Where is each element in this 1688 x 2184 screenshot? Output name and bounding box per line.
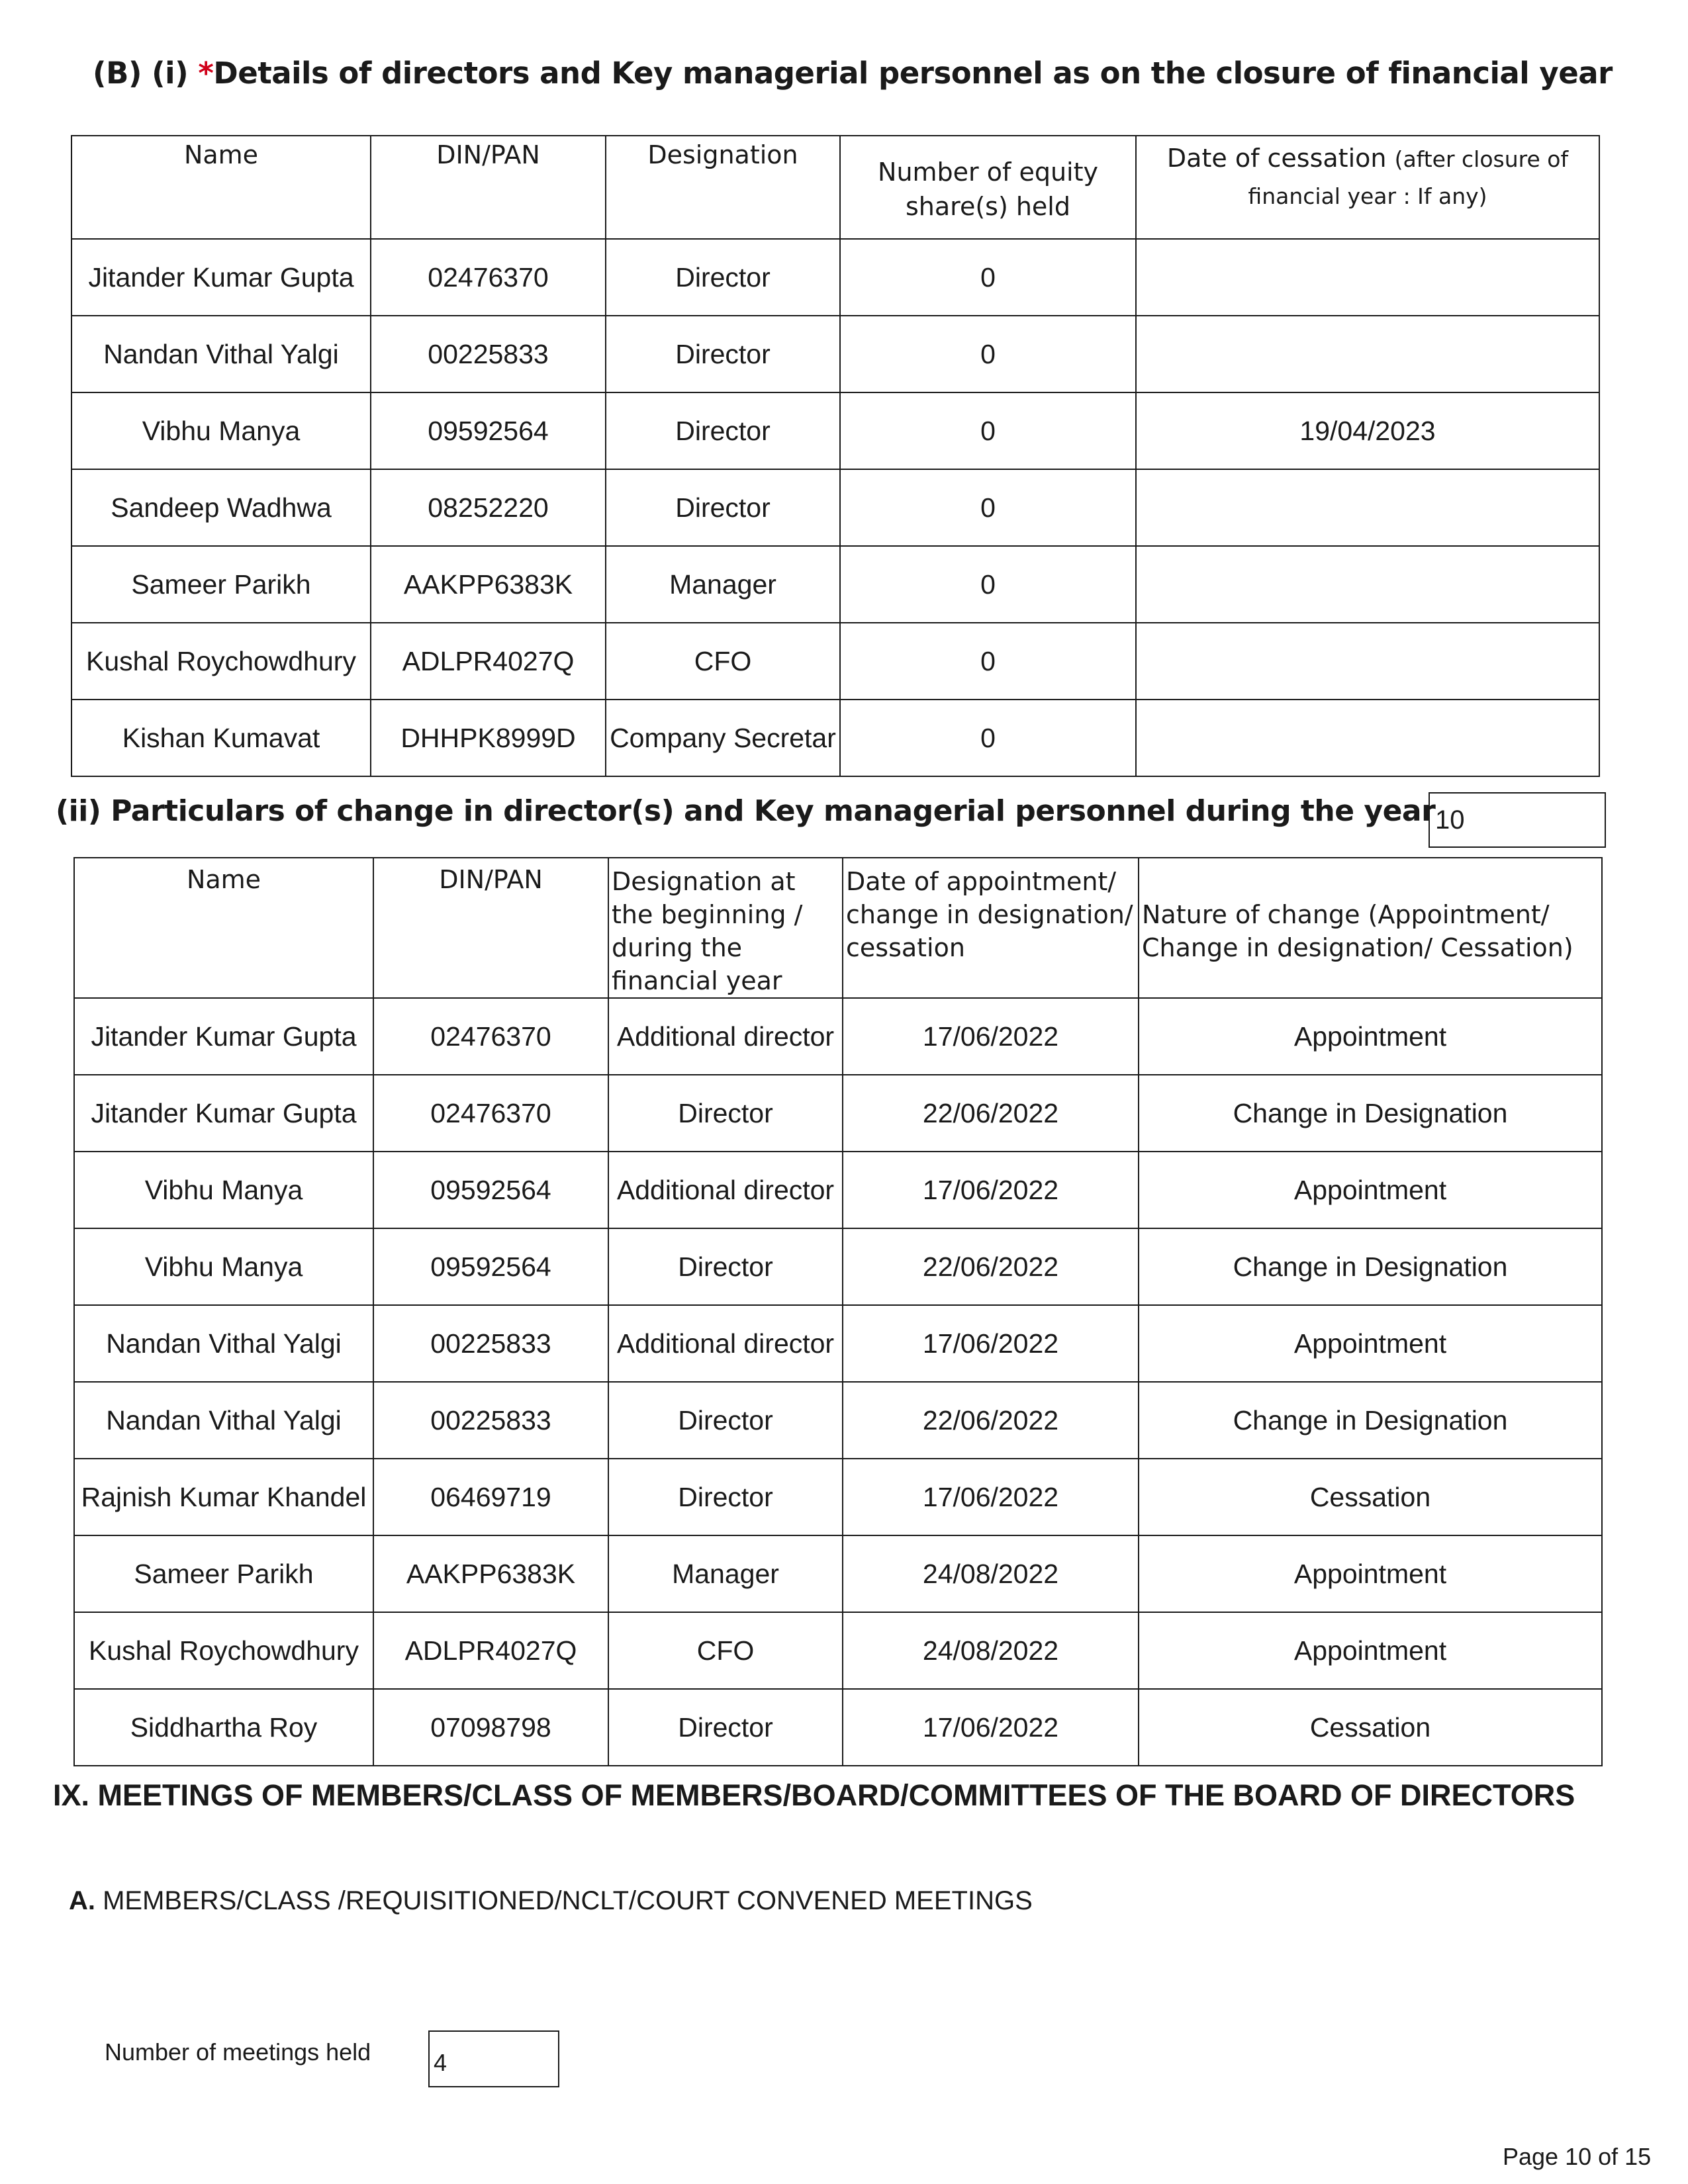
col-date-header: Date of appointment/ change in designation/ cessation	[843, 858, 1139, 998]
cell-equity-shares: 0	[840, 316, 1136, 392]
cell-name: Kishan Kumavat	[71, 700, 371, 776]
meetings-held-label: Number of meetings held	[105, 2038, 371, 2066]
table-row	[71, 392, 1599, 469]
cell-nature-of-change: Cessation	[1139, 1459, 1602, 1535]
cell-name: Sameer Parikh	[74, 1535, 373, 1612]
cell-din-pan: ADLPR4027Q	[373, 1612, 608, 1689]
cell-date-of-cessation	[1136, 546, 1599, 623]
col-designation-header: Designation	[606, 136, 840, 239]
section-ii-heading: (ii) Particulars of change in director(s) and Key managerial personnel during the year	[56, 794, 1436, 828]
cell-date-of-cessation	[1136, 469, 1599, 546]
table-row	[71, 469, 1599, 546]
cell-date: 17/06/2022	[843, 1689, 1139, 1766]
cell-nature-of-change: Appointment	[1139, 1612, 1602, 1689]
cell-equity-shares: 0	[840, 469, 1136, 546]
cell-equity-shares: 0	[840, 392, 1136, 469]
cell-designation: CFO	[608, 1612, 843, 1689]
cell-name: Sameer Parikh	[71, 546, 371, 623]
cell-designation: Director	[608, 1228, 843, 1305]
cell-name: Vibhu Manya	[71, 392, 371, 469]
cell-name: Nandan Vithal Yalgi	[71, 316, 371, 392]
cell-din-pan: 09592564	[373, 1152, 608, 1228]
cell-name: Sandeep Wadhwa	[71, 469, 371, 546]
cell-designation: Additional director	[608, 1152, 843, 1228]
changes-table-header	[74, 858, 1602, 998]
cell-nature-of-change: Change in Designation	[1139, 1228, 1602, 1305]
col-designation-header: Designation at the beginning / during the financial year	[608, 858, 843, 998]
table-row	[74, 1535, 1602, 1612]
cell-designation: Director	[608, 1382, 843, 1459]
table-row	[74, 1689, 1602, 1766]
cell-date: 17/06/2022	[843, 998, 1139, 1075]
cell-designation: Director	[606, 469, 840, 546]
table-row	[71, 239, 1599, 316]
cell-designation: Director	[606, 392, 840, 469]
cell-din-pan: AAKPP6383K	[371, 546, 606, 623]
change-count-field[interactable]: 10	[1429, 792, 1606, 848]
meetings-held-field[interactable]: 4	[428, 2030, 559, 2087]
cell-din-pan: 00225833	[373, 1305, 608, 1382]
col-din-pan-header: DIN/PAN	[371, 136, 606, 239]
cell-din-pan: 08252220	[371, 469, 606, 546]
cell-name: Siddhartha Roy	[74, 1689, 373, 1766]
cell-date: 17/06/2022	[843, 1305, 1139, 1382]
cell-din-pan: 09592564	[371, 392, 606, 469]
cell-date-of-cessation: 19/04/2023	[1136, 392, 1599, 469]
table-row	[74, 1152, 1602, 1228]
changes-table	[73, 857, 1603, 1766]
cell-designation: Company Secretar	[606, 700, 840, 776]
cell-nature-of-change: Change in Designation	[1139, 1382, 1602, 1459]
cell-name: Jitander Kumar Gupta	[71, 239, 371, 316]
cell-date-of-cessation	[1136, 623, 1599, 700]
cell-name: Vibhu Manya	[74, 1228, 373, 1305]
table-row	[74, 1075, 1602, 1152]
cessation-header-main: Date of cessation	[1166, 144, 1387, 173]
section-ix-a-title	[69, 1886, 1033, 1916]
cell-name: Kushal Roychowdhury	[74, 1612, 373, 1689]
cell-din-pan: 09592564	[373, 1228, 608, 1305]
col-din-pan-header: DIN/PAN	[373, 858, 608, 998]
cell-nature-of-change: Appointment	[1139, 998, 1602, 1075]
table-row	[71, 700, 1599, 776]
cell-name: Kushal Roychowdhury	[71, 623, 371, 700]
section-ix-a-text: MEMBERS/CLASS /REQUISITIONED/NCLT/COURT CONVENED MEETINGS	[95, 1886, 1033, 1915]
cell-nature-of-change: Appointment	[1139, 1305, 1602, 1382]
col-nature-header: Nature of change (Appointment/ Change in designation/ Cessation)	[1139, 858, 1602, 998]
cell-designation: Director	[608, 1689, 843, 1766]
col-equity-header: Number of equity share(s) held	[840, 136, 1136, 239]
cessation-header-note: (after closure of financial year : If any)	[1248, 146, 1569, 209]
table-row	[71, 623, 1599, 700]
cell-name: Jitander Kumar Gupta	[74, 1075, 373, 1152]
cell-date: 22/06/2022	[843, 1075, 1139, 1152]
cell-date-of-cessation	[1136, 316, 1599, 392]
cell-date: 24/08/2022	[843, 1612, 1139, 1689]
cell-date: 22/06/2022	[843, 1382, 1139, 1459]
table-row	[74, 1459, 1602, 1535]
cell-date-of-cessation	[1136, 700, 1599, 776]
cell-din-pan: 06469719	[373, 1459, 608, 1535]
cell-designation: Director	[606, 239, 840, 316]
cell-din-pan: 00225833	[371, 316, 606, 392]
cell-name: Rajnish Kumar Khandel	[74, 1459, 373, 1535]
cell-designation: Manager	[606, 546, 840, 623]
table-row	[74, 1382, 1602, 1459]
cell-designation: Additional director	[608, 1305, 843, 1382]
section-b-heading	[93, 56, 1613, 91]
table-row	[71, 546, 1599, 623]
cell-designation: Manager	[608, 1535, 843, 1612]
cell-nature-of-change: Appointment	[1139, 1152, 1602, 1228]
directors-table-header	[71, 136, 1599, 239]
cell-nature-of-change: Appointment	[1139, 1535, 1602, 1612]
cell-date: 22/06/2022	[843, 1228, 1139, 1305]
cell-equity-shares: 0	[840, 546, 1136, 623]
cell-designation: Additional director	[608, 998, 843, 1075]
col-name-header: Name	[74, 858, 373, 998]
cell-designation: CFO	[606, 623, 840, 700]
cell-name: Jitander Kumar Gupta	[74, 998, 373, 1075]
section-b-title: Details of directors and Key managerial personnel as on the closure of financial year	[213, 56, 1613, 91]
col-name-header: Name	[71, 136, 371, 239]
table-row	[74, 1612, 1602, 1689]
page-number: Page 10 of 15	[1503, 2143, 1652, 2170]
cell-equity-shares: 0	[840, 239, 1136, 316]
table-row	[74, 998, 1602, 1075]
cell-date-of-cessation	[1136, 239, 1599, 316]
cell-din-pan: 02476370	[373, 1075, 608, 1152]
cell-din-pan: 07098798	[373, 1689, 608, 1766]
cell-din-pan: ADLPR4027Q	[371, 623, 606, 700]
cell-din-pan: DHHPK8999D	[371, 700, 606, 776]
cell-nature-of-change: Change in Designation	[1139, 1075, 1602, 1152]
table-row	[74, 1305, 1602, 1382]
section-ix-a-prefix: A.	[69, 1886, 95, 1915]
cell-designation: Director	[606, 316, 840, 392]
cell-designation: Director	[608, 1459, 843, 1535]
table-row	[71, 316, 1599, 392]
cell-name: Nandan Vithal Yalgi	[74, 1305, 373, 1382]
cell-nature-of-change: Cessation	[1139, 1689, 1602, 1766]
section-ix-title: IX. MEETINGS OF MEMBERS/CLASS OF MEMBERS/BOARD/COMMITTEES OF THE BOARD OF DIRECTORS	[53, 1778, 1575, 1812]
cell-date: 17/06/2022	[843, 1459, 1139, 1535]
cell-din-pan: 00225833	[373, 1382, 608, 1459]
col-cessation-header	[1136, 136, 1599, 239]
cell-designation: Director	[608, 1075, 843, 1152]
cell-din-pan: AAKPP6383K	[373, 1535, 608, 1612]
cell-equity-shares: 0	[840, 700, 1136, 776]
table-row	[74, 1228, 1602, 1305]
cell-name: Vibhu Manya	[74, 1152, 373, 1228]
cell-din-pan: 02476370	[371, 239, 606, 316]
directors-table	[71, 135, 1600, 777]
cell-date: 24/08/2022	[843, 1535, 1139, 1612]
cell-date: 17/06/2022	[843, 1152, 1139, 1228]
cell-din-pan: 02476370	[373, 998, 608, 1075]
required-star: *	[198, 56, 214, 91]
section-b-prefix: (B) (i)	[93, 56, 199, 91]
cell-name: Nandan Vithal Yalgi	[74, 1382, 373, 1459]
cell-equity-shares: 0	[840, 623, 1136, 700]
